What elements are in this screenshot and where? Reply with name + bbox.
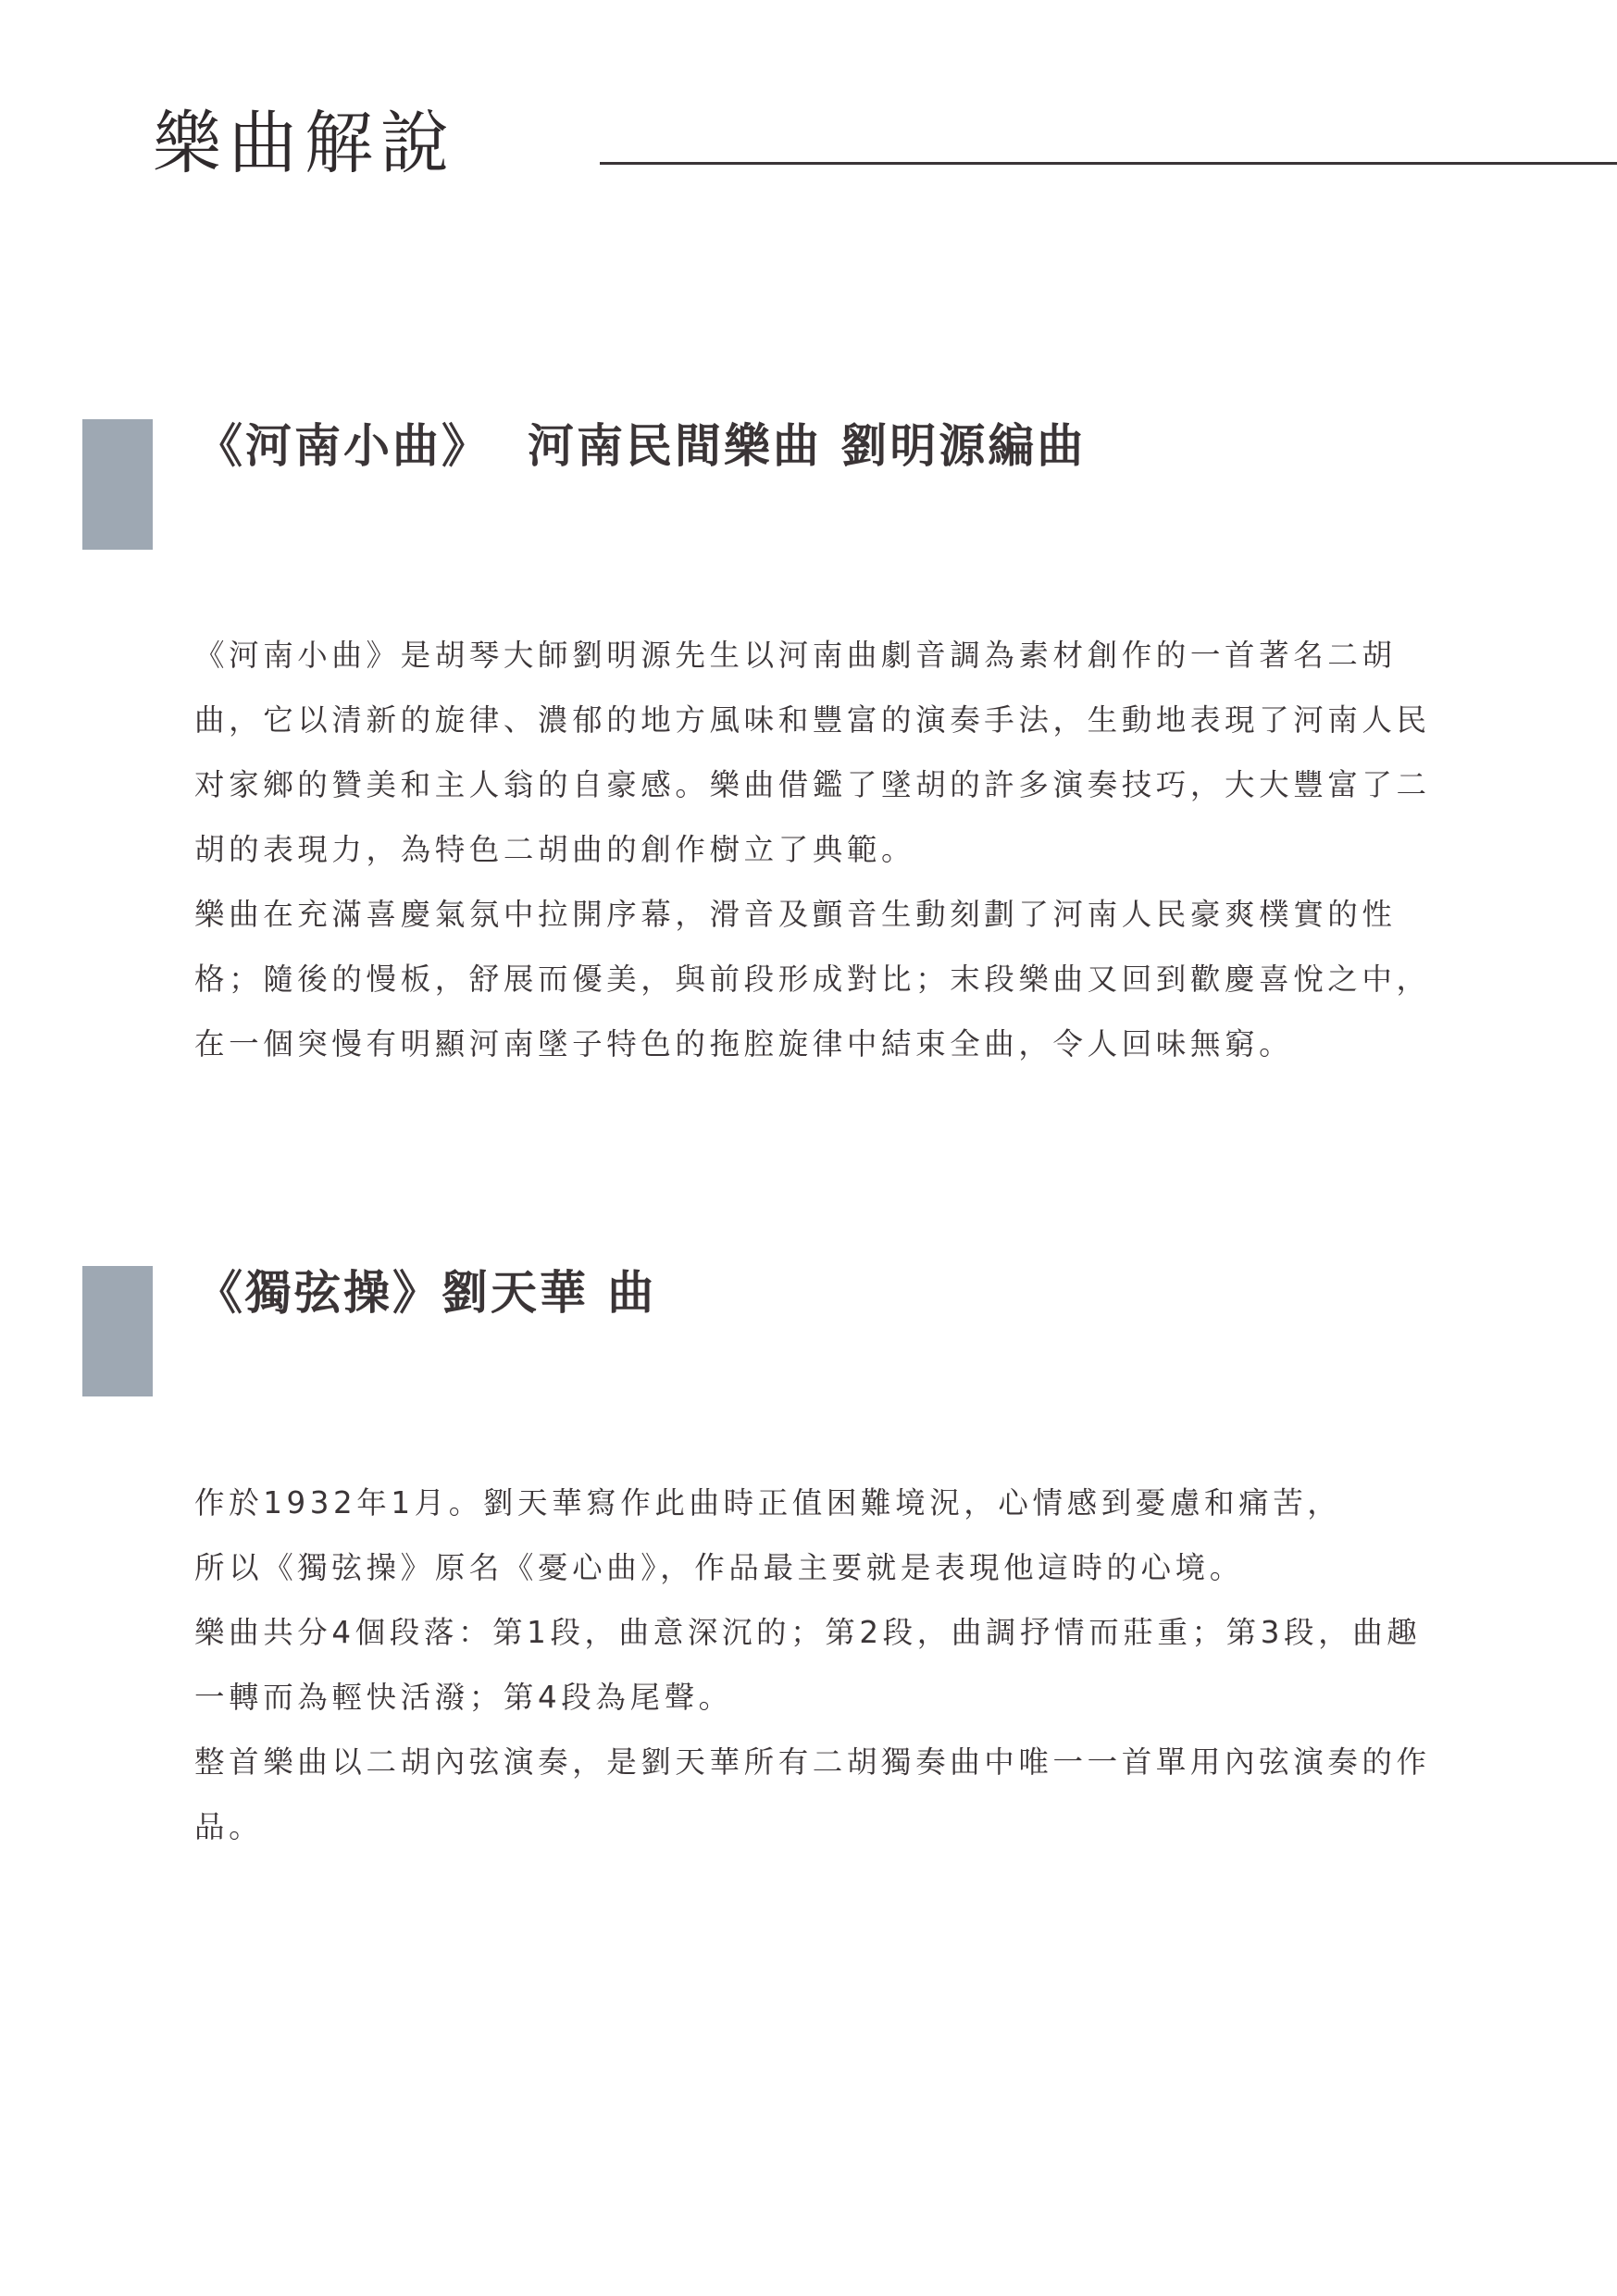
section-body	[194, 623, 1490, 1076]
section-title-sub: 河南民間樂曲 劉明源編曲	[528, 418, 1087, 473]
section-marker	[82, 1266, 153, 1396]
body-line: 樂曲在充滿喜慶氣氛中拉開序幕，滑音及顫音生動刻劃了河南人民豪爽樸實的性	[194, 897, 1397, 932]
header-divider	[600, 162, 1617, 165]
section-title	[196, 1265, 657, 1320]
section-marker	[82, 419, 153, 550]
body-line: 作於1932年1月。劉天華寫作此曲時正值困難境況，心情感到憂慮和痛苦，	[194, 1485, 1342, 1520]
body-line: 整首樂曲以二胡內弦演奏，是劉天華所有二胡獨奏曲中唯一一首單用內弦演奏的作	[194, 1744, 1431, 1780]
section-title	[196, 418, 1087, 473]
body-line: 对家鄉的贊美和主人翁的自豪感。樂曲借鑑了墜胡的許多演奏技巧，大大豐富了二	[194, 767, 1431, 802]
page-title: 樂曲解說	[153, 104, 456, 183]
body-line: 曲，它以清新的旋律、濃郁的地方風味和豐富的演奏手法，生動地表現了河南人民	[194, 702, 1431, 738]
body-line: 一轉而為輕快活潑；第4段為尾聲。	[194, 1680, 733, 1715]
body-line: 樂曲共分4個段落：第1段，曲意深沉的；第2段，曲調抒情而莊重；第3段，曲趣	[194, 1615, 1422, 1650]
section-title-main: 《河南小曲》	[196, 418, 491, 473]
section-title-main: 《獨弦操》劉天華 曲	[196, 1265, 657, 1320]
body-line: 《河南小曲》是胡琴大師劉明源先生以河南曲劇音調為素材創作的一首著名二胡	[194, 638, 1397, 673]
body-line: 格；隨後的慢板，舒展而優美，與前段形成對比；末段樂曲又回到歡慶喜悅之中，	[194, 962, 1431, 997]
body-line: 品。	[194, 1809, 264, 1844]
body-line: 在一個突慢有明顯河南墜子特色的拖腔旋律中結束全曲，令人回味無窮。	[194, 1026, 1294, 1061]
body-line: 胡的表現力，為特色二胡曲的創作樹立了典範。	[194, 832, 916, 867]
section-body	[194, 1471, 1490, 1859]
body-line: 所以《獨弦操》原名《憂心曲》，作品最主要就是表現他這時的心境。	[194, 1550, 1244, 1585]
